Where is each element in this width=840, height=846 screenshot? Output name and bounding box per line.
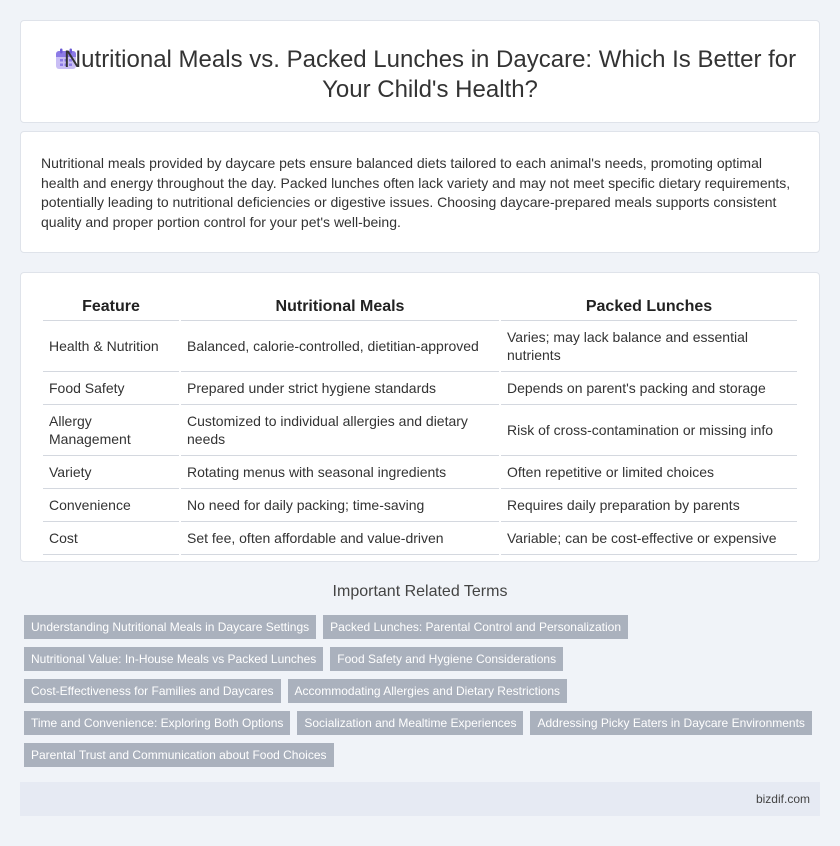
summary-card [20,131,820,253]
nutritional-cell: Prepared under strict hygiene standards [181,372,499,405]
feature-cell: Allergy Management [43,405,179,456]
packed-cell: Requires daily preparation by parents [501,489,797,522]
related-tag[interactable]: Time and Convenience: Exploring Both Options [24,711,290,735]
feature-cell: Health & Nutrition [43,321,179,372]
nutritional-cell: Customized to individual allergies and dietary needs [181,405,499,456]
packed-cell: Risk of cross-contamination or missing info [501,405,797,456]
footer [20,782,820,816]
packed-cell: Varies; may lack balance and essential nutrients [501,321,797,372]
header-nutritional-meals: Nutritional Meals [181,295,499,321]
nutritional-cell: Rotating menus with seasonal ingredients [181,456,499,489]
table-row [43,321,797,372]
table-header-row [43,295,797,321]
related-tag[interactable]: Packed Lunches: Parental Control and Personalization [323,615,628,639]
table-row [43,489,797,522]
nutritional-cell: No need for daily packing; time-saving [181,489,499,522]
related-tag[interactable]: Nutritional Value: In-House Meals vs Packed Lunches [24,647,323,671]
related-tag[interactable]: Parental Trust and Communication about Food Choices [24,743,334,767]
related-terms-list [24,615,824,775]
page-title: Nutritional Meals vs. Packed Lunches in Daycare: Which Is Better for Your Child's Health? [63,46,797,103]
table-row [43,405,797,456]
feature-cell: Food Safety [43,372,179,405]
packed-cell: Variable; can be cost-effective or expensive [501,522,797,555]
summary-text: Nutritional meals provided by daycare pets ensure balanced diets tailored to each animal's needs, promoting optimal health and energy throughout the day. Packed lunches often lack variety and may not meet specific dietary requirements, potentially leading to nutritional deficiencies or digestive issues. Choosing daycare-prepared meals supports consistent quality and proper portion control for your pet's well-being. [41,155,791,230]
table-row [43,522,797,555]
footer-site[interactable]: bizdif.com [755,792,810,806]
nutritional-cell: Set fee, often affordable and value-driven [181,522,499,555]
table-row [43,456,797,489]
related-tag[interactable]: Socialization and Mealtime Experiences [297,711,523,735]
table-row [43,372,797,405]
related-terms-heading: Important Related Terms [332,583,508,600]
related-tag[interactable]: Addressing Picky Eaters in Daycare Environments [530,711,811,735]
related-tag[interactable]: Food Safety and Hygiene Considerations [330,647,563,671]
related-tag[interactable]: Understanding Nutritional Meals in Daycare Settings [24,615,316,639]
comparison-table [41,295,799,555]
feature-cell: Cost [43,522,179,555]
related-tag[interactable]: Cost-Effectiveness for Families and Daycares [24,679,281,703]
header-feature: Feature [43,295,179,321]
feature-cell: Variety [43,456,179,489]
packed-cell: Depends on parent's packing and storage [501,372,797,405]
title-card [20,20,820,123]
comparison-card [20,272,820,562]
packed-cell: Often repetitive or limited choices [501,456,797,489]
feature-cell: Convenience [43,489,179,522]
nutritional-cell: Balanced, calorie-controlled, dietitian-approved [181,321,499,372]
header-packed-lunches: Packed Lunches [501,295,797,321]
related-tag[interactable]: Accommodating Allergies and Dietary Restrictions [288,679,567,703]
